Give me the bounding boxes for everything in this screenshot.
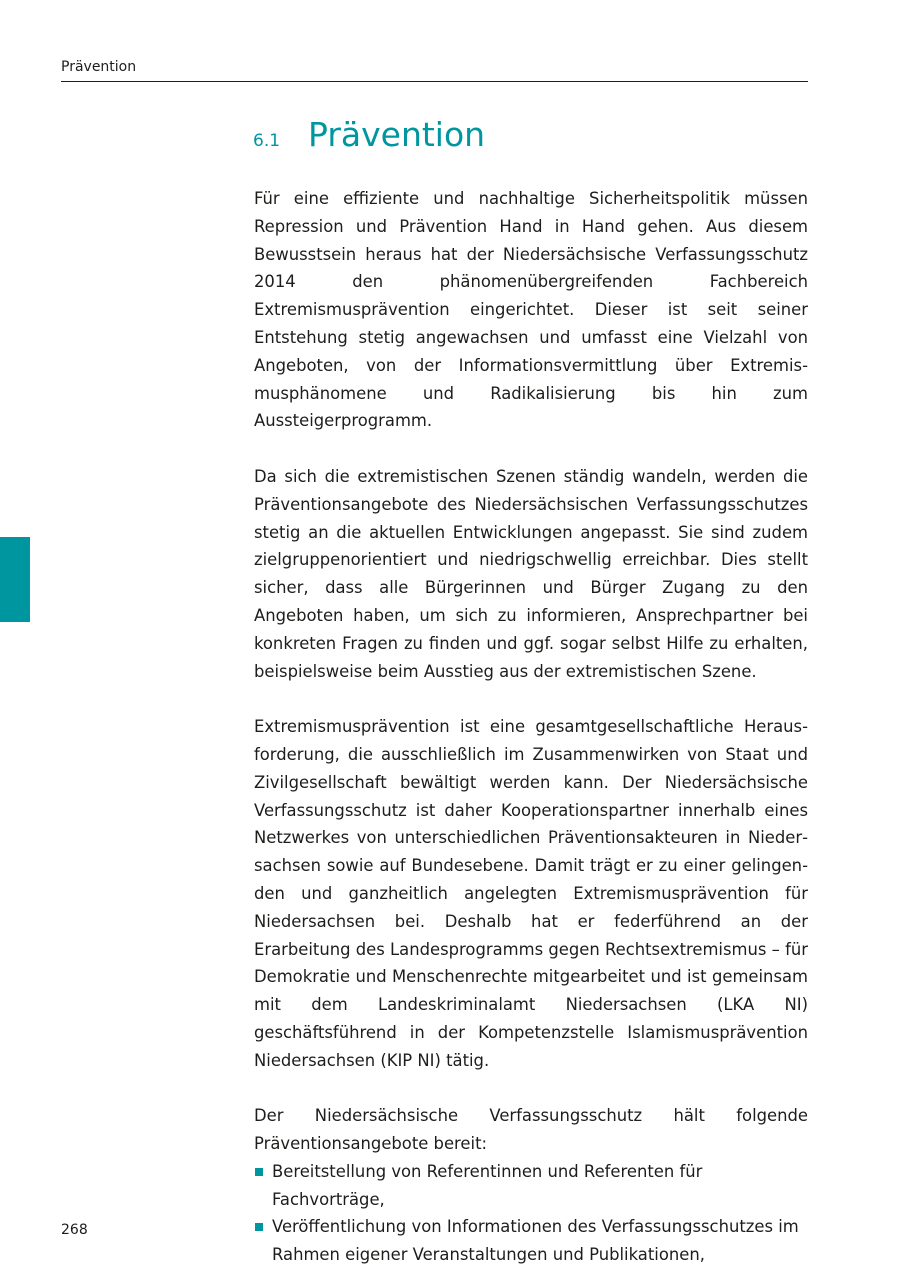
square-bullet-icon [255,1168,263,1176]
body-text [254,185,808,1269]
header-rule [61,81,808,82]
offer-list [254,1158,808,1269]
section-number: 6.1 [253,131,281,151]
running-header: Prävention [61,59,137,75]
paragraph-3: Extremismusprävention ist eine gesamtgesellschaftliche Herausforderung, die ausschließlich im Zusammenwirken von Staat und Zivilgesellschaft bewältigt werden kann. Der Niedersächsische Verfassungsschutz ist daher Kooperationspartner innerhalb eines Netzwerkes von unterschiedlichen Präventionsakteuren in Niedersachsen sowie auf Bundesebene. Damit trägt er zu einer gelingenden und ganzheitlich angelegten Extremismusprävention für Niedersachsen bei. Deshalb hat er federführend an der Erarbeitung des Landesprogramms gegen Rechtsextremismus – für Demokratie und Menschenrechte mitgearbeitet und ist gemeinsam mit dem Landeskriminalamt Niedersachsen (LKA NI) geschäftsführend in der Kompetenzstelle Islamismusprävention Niedersachsen (KIP NI) tätig. [254,717,808,1070]
paragraph-4: Der Niedersächsische Verfassungsschutz hält folgende Präventionsangebote bereit: [254,1106,808,1154]
chapter-side-tab [0,537,30,622]
section-heading [253,115,485,154]
paragraph-2: Da sich die extremistischen Szenen ständig wandeln, werden die Präventionsangebote des Niedersächsischen Verfassungsschutzes stetig an die aktuellen Entwicklungen angepasst. Sie sind zudem zielgruppenorientiert und niedrigschwellig erreichbar. Dies stellt sicher, dass alle Bürgerinnen und Bürger Zugang zu den Angeboten haben, um sich zu informieren, Ansprechpartner bei konkreten Fragen zu finden und ggf. sogar selbst Hilfe zu erhalten, beispielsweise beim Ausstieg aus der extremistischen Szene. [254,466,808,681]
section-title: Prävention [308,115,486,154]
list-item [254,1158,808,1214]
page-number: 268 [61,1222,88,1238]
list-item-text: Veröffentlichung von Informationen des Verfassungsschutzes im Rahmen eigener Veranstaltungen und Publikationen, [272,1217,799,1265]
list-item [254,1213,808,1269]
paragraph-1: Für eine effiziente und nachhaltige Sicherheitspolitik müssen Repression und Prävention Hand in Hand gehen. Aus diesem Bewusstsein heraus hat der Niedersächsische Verfassungsschutz 2014 den phänomenübergreifenden Fachbereich Extremismusprävention eingerichtet. Dieser ist seit seiner Entstehung stetig angewachsen und umfasst eine Vielzahl von Angeboten, von der Informationsvermittlung über Extremismusphänomene und Radikalisierung bis hin zum Aussteigerprogramm. [254,189,808,431]
list-item-text: Bereitstellung von Referentinnen und Referenten für Fachvorträge, [272,1161,703,1209]
square-bullet-icon [255,1223,263,1231]
